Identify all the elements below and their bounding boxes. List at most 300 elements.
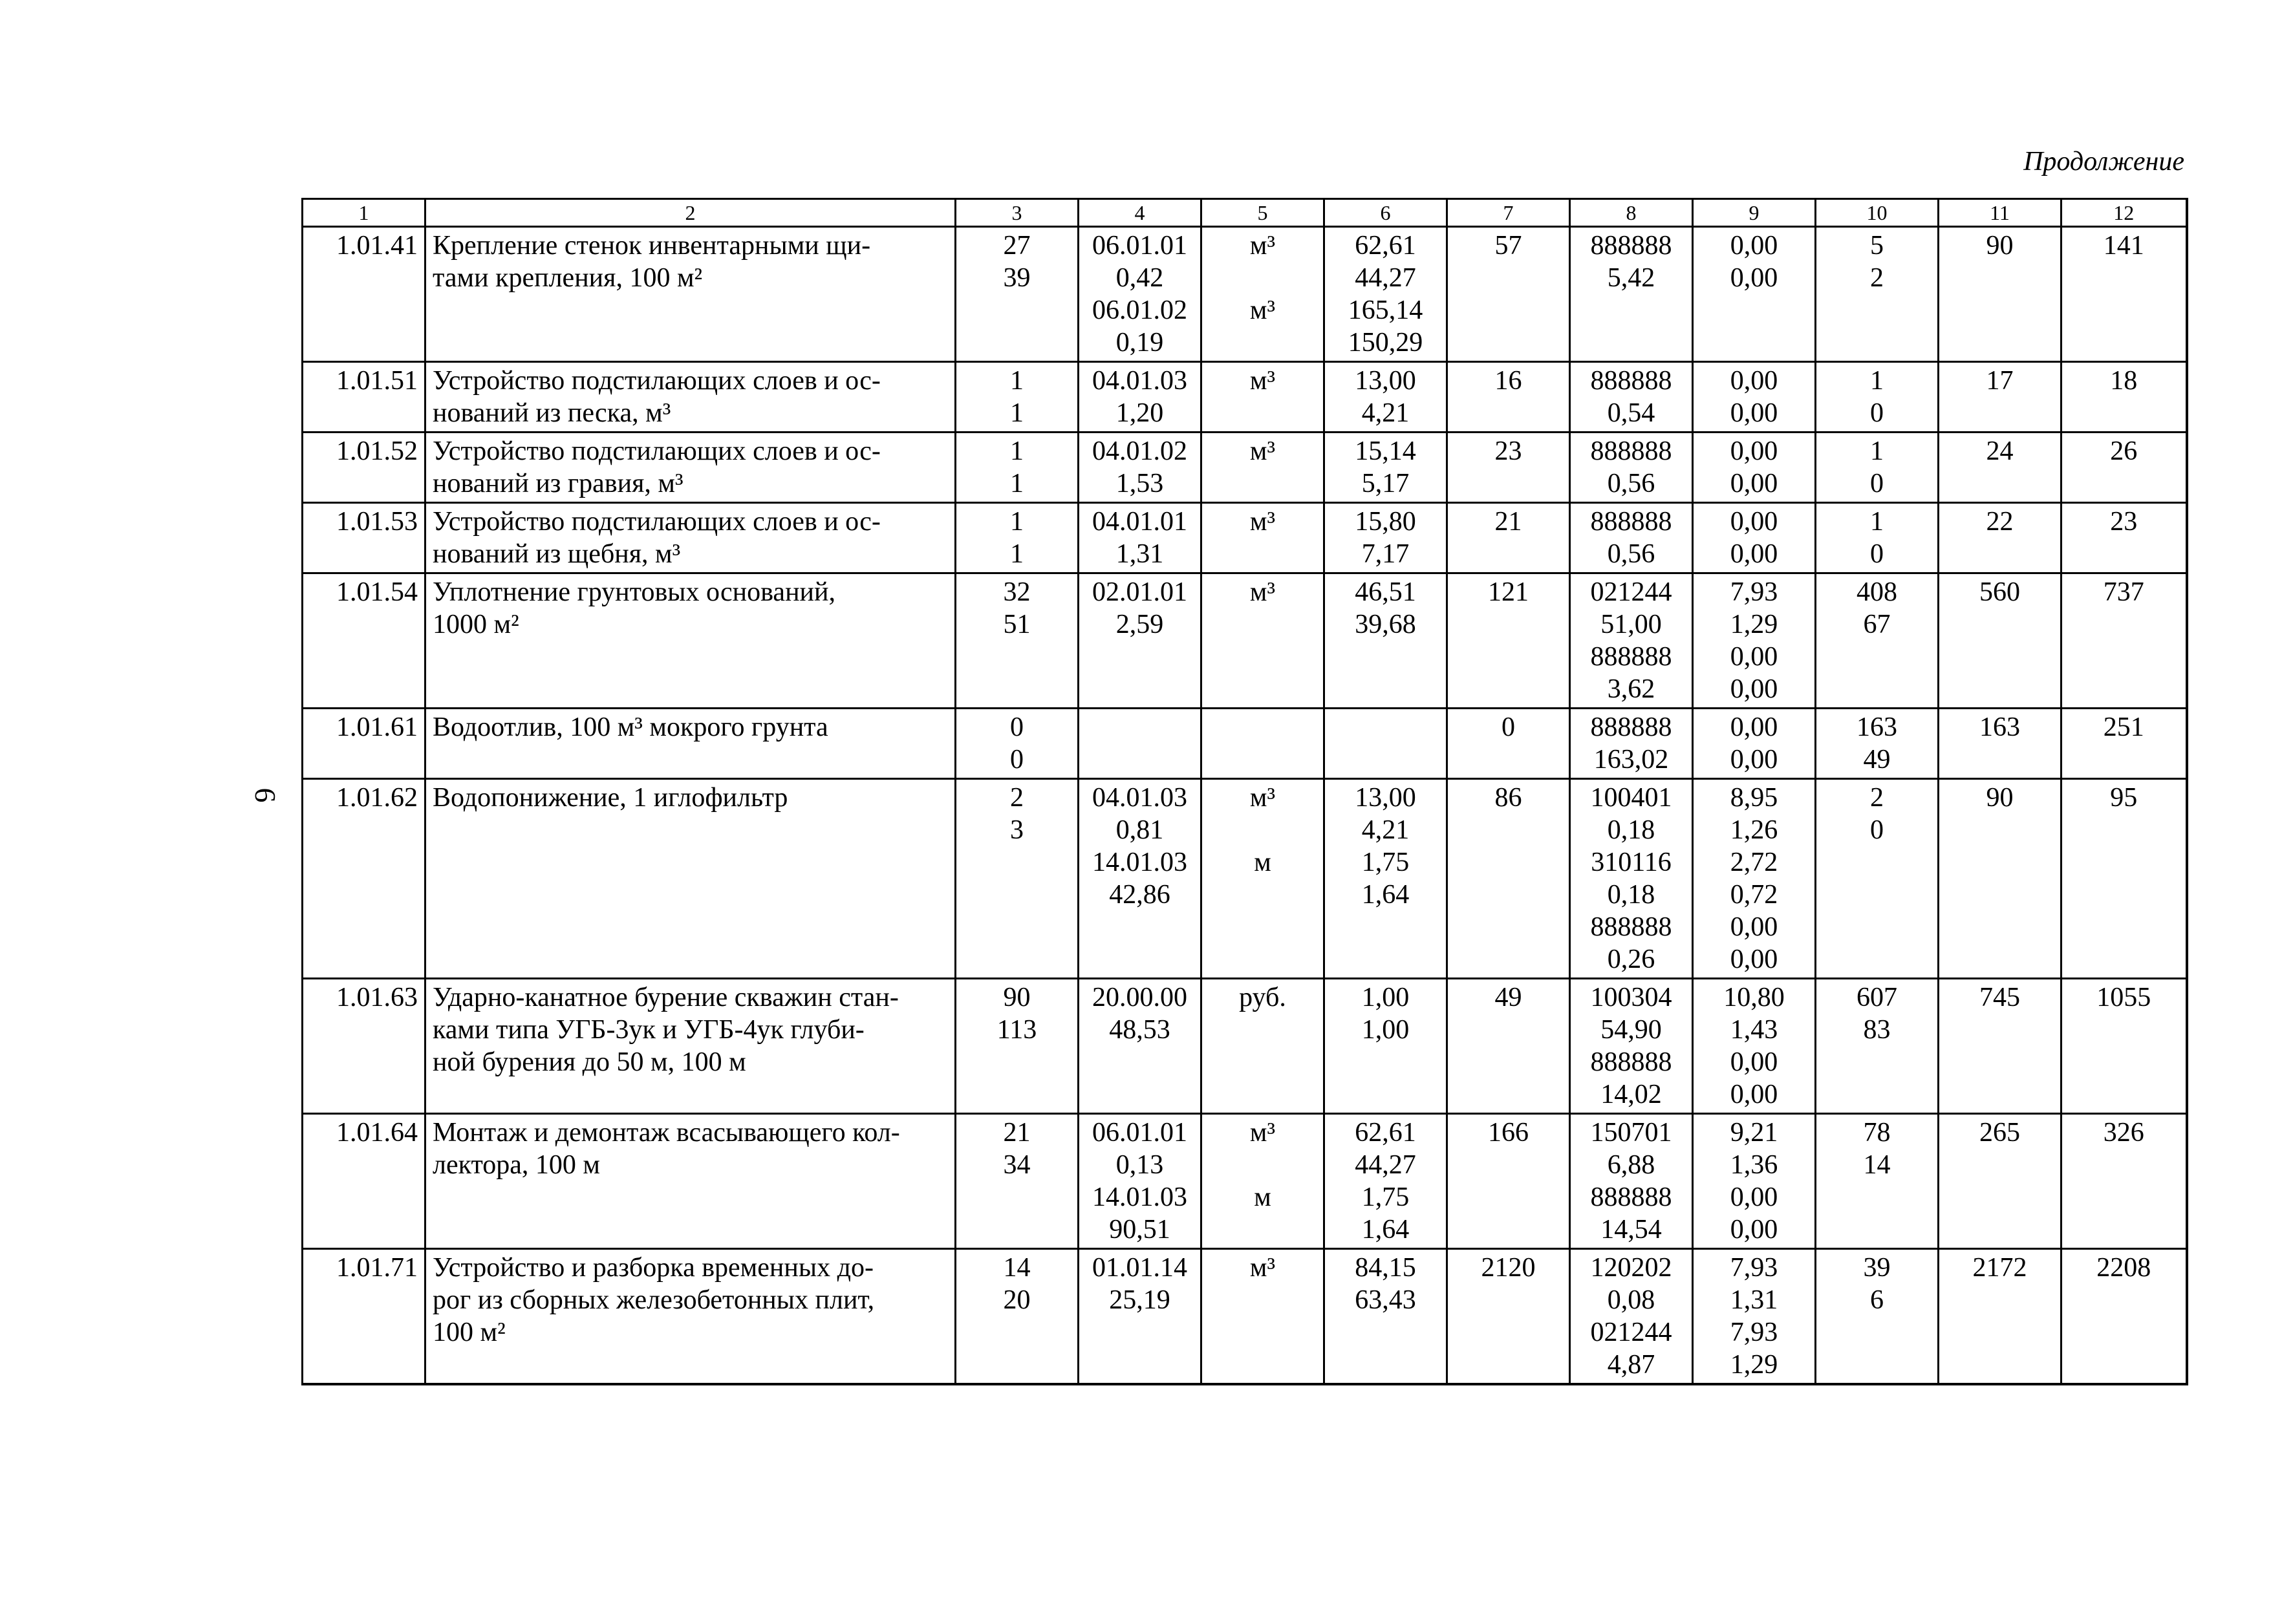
cell-col7: [1447, 709, 1570, 779]
cell-line: 0,00: [1730, 642, 1778, 672]
cell-col3: [956, 979, 1079, 1114]
cell-line: 49: [1494, 983, 1522, 1012]
cell-code: [303, 779, 425, 979]
col-header: 3: [956, 199, 1079, 227]
cell-col7: [1447, 1249, 1570, 1385]
cell-line: 04.01.03: [1092, 783, 1187, 813]
cell-col8: [1570, 362, 1693, 433]
cell-col7: [1447, 1114, 1570, 1249]
cell-line: 163: [1857, 712, 1897, 742]
cell-line: 6: [1870, 1285, 1884, 1315]
cell-col9: [1693, 709, 1816, 779]
col-header: 5: [1201, 199, 1324, 227]
cell-col9: [1693, 573, 1816, 709]
cell-line: 0,18: [1607, 815, 1655, 845]
cell-col9: [1693, 779, 1816, 979]
cell-line: 0,81: [1115, 815, 1164, 845]
cell-line: 0: [1870, 469, 1884, 498]
cell-line: м³: [1249, 295, 1276, 325]
continuation-caption: Продолжение: [2023, 147, 2184, 176]
cell-col9: [1693, 433, 1816, 503]
table-row: [303, 362, 2187, 433]
cell-line: 0,00: [1730, 945, 1778, 974]
cell-line: 310116: [1591, 848, 1672, 877]
cell-line: 14,02: [1600, 1080, 1662, 1109]
column-numbers-row: [303, 199, 2187, 227]
cell-col3: [956, 227, 1079, 362]
cell-line: 100401: [1590, 783, 1672, 813]
cell-line: 1.01.63: [336, 983, 418, 1012]
cell-line: 1,31: [1730, 1285, 1778, 1315]
cell-unit: [1201, 779, 1324, 979]
cell-line: 42,86: [1109, 880, 1170, 910]
cell-line: 0,00: [1730, 263, 1778, 293]
cell-line: 1,00: [1361, 983, 1410, 1012]
cell-col8: [1570, 1249, 1693, 1385]
cell-line: 44,27: [1355, 263, 1416, 293]
cell-line: 163: [1979, 712, 2020, 742]
cell-col11: [1939, 362, 2061, 433]
cell-col9: [1693, 979, 1816, 1114]
cell-line: 1000 м²: [433, 610, 519, 639]
cell-resource-code: [1079, 779, 1201, 979]
cell-line: 0,00: [1730, 539, 1778, 569]
cell-line: 0,00: [1730, 507, 1778, 537]
cell-col7: [1447, 227, 1570, 362]
cell-line: 3: [1010, 815, 1024, 845]
cell-line: 21: [1494, 507, 1522, 537]
cell-col10: [1816, 503, 1939, 573]
cell-line: 26: [2110, 436, 2138, 466]
cell-line: 95: [2110, 783, 2138, 813]
cell-col9: [1693, 503, 1816, 573]
cell-line: 23: [1494, 436, 1522, 466]
cell-line: 0,00: [1730, 231, 1778, 261]
cell-unit: [1201, 433, 1324, 503]
cell-line: [1209, 879, 1317, 911]
cell-line: 2,72: [1730, 848, 1778, 877]
cell-line: 04.01.02: [1092, 436, 1187, 466]
cell-unit: [1201, 1249, 1324, 1385]
cell-line: 165,14: [1348, 295, 1423, 325]
col-header: 4: [1079, 199, 1201, 227]
cell-code: [303, 433, 425, 503]
cell-line: 1.01.51: [336, 366, 418, 396]
table-row: [303, 779, 2187, 979]
cell-col6: [1324, 709, 1447, 779]
col-header: 2: [425, 199, 956, 227]
table-row: [303, 979, 2187, 1114]
cell-line: лектора, 100 м: [433, 1150, 600, 1180]
cell-line: 22: [1986, 507, 2014, 537]
cell-line: 0: [1870, 398, 1884, 428]
cell-line: 737: [2103, 577, 2144, 607]
cell-col11: [1939, 1249, 2061, 1385]
cell-line: 4,21: [1361, 815, 1410, 845]
table-row: [303, 1114, 2187, 1249]
cell-line: нований из гравия, м³: [433, 469, 684, 498]
cell-line: 15,80: [1355, 507, 1416, 537]
cell-line: Устройство подстилающих слоев и ос-: [433, 366, 881, 396]
cell-line: 44,27: [1355, 1150, 1416, 1180]
cell-col6: [1324, 979, 1447, 1114]
cell-col7: [1447, 503, 1570, 573]
cell-line: 1,75: [1361, 1182, 1410, 1212]
cell-code: [303, 573, 425, 709]
cell-line: 63,43: [1355, 1285, 1416, 1315]
cell-line: 1.01.62: [336, 783, 418, 813]
cell-line: 54,90: [1600, 1015, 1662, 1045]
table-row: [303, 503, 2187, 573]
cell-line: 1,75: [1361, 848, 1410, 877]
cell-line: 6,88: [1607, 1150, 1655, 1180]
cell-line: 607: [1857, 983, 1897, 1012]
cell-col6: [1324, 779, 1447, 979]
cell-line: 32: [1003, 577, 1031, 607]
cell-col3: [956, 433, 1079, 503]
cell-line: м³: [1249, 366, 1276, 396]
cell-line: 90: [1986, 783, 2014, 813]
col-header: 11: [1939, 199, 2061, 227]
cell-col10: [1816, 1249, 1939, 1385]
cell-resource-code: [1079, 1249, 1201, 1385]
cell-line: 48,53: [1109, 1015, 1170, 1045]
cell-col6: [1324, 227, 1447, 362]
cell-line: 0,56: [1607, 469, 1655, 498]
cell-line: 90: [1986, 231, 2014, 261]
cell-line: 5,42: [1607, 263, 1655, 293]
cell-line: 83: [1863, 1015, 1891, 1045]
cell-line: 14,54: [1600, 1215, 1662, 1245]
col-header: 1: [303, 199, 425, 227]
cell-line: 62,61: [1355, 1118, 1416, 1148]
cell-line: Водопонижение, 1 иглофильтр: [433, 783, 788, 813]
cell-line: 1.01.41: [336, 231, 418, 261]
cell-line: 51,00: [1600, 610, 1662, 639]
cell-line: 0: [1010, 745, 1024, 775]
cell-unit: [1201, 709, 1324, 779]
cell-line: 2,59: [1115, 610, 1164, 639]
cell-col9: [1693, 1249, 1816, 1385]
cell-line: 23: [2110, 507, 2138, 537]
cell-line: нований из щебня, м³: [433, 539, 681, 569]
cell-line: 1,53: [1115, 469, 1164, 498]
cell-line: 560: [1979, 577, 2020, 607]
cell-col12: [2061, 709, 2187, 779]
cell-col10: [1816, 362, 1939, 433]
cell-line: 14.01.03: [1092, 848, 1187, 877]
cell-line: 1055: [2096, 983, 2151, 1012]
cell-code: [303, 362, 425, 433]
cell-line: нований из песка, м³: [433, 398, 671, 428]
cell-line: 20: [1003, 1285, 1031, 1315]
cell-line: м³: [1249, 436, 1276, 466]
cell-code: [303, 227, 425, 362]
cell-line: 1: [1870, 436, 1884, 466]
table-row: [303, 227, 2187, 362]
cell-line: 13,00: [1355, 366, 1416, 396]
cell-line: 1.01.64: [336, 1118, 418, 1148]
cell-line: 888888: [1590, 366, 1672, 396]
cell-unit: [1201, 362, 1324, 433]
cell-col7: [1447, 779, 1570, 979]
cell-col9: [1693, 227, 1816, 362]
cell-col11: [1939, 433, 2061, 503]
cell-line: 0,00: [1730, 366, 1778, 396]
cell-line: 34: [1003, 1150, 1031, 1180]
cell-line: 46,51: [1355, 577, 1416, 607]
cell-line: 0,00: [1730, 745, 1778, 775]
cell-line: 0,00: [1730, 1047, 1778, 1077]
cell-col8: [1570, 979, 1693, 1114]
cell-col3: [956, 573, 1079, 709]
cell-line: 1: [1010, 366, 1024, 396]
col-header: 12: [2061, 199, 2187, 227]
cell-line: 20.00.00: [1092, 983, 1187, 1012]
cell-line: 0,00: [1730, 674, 1778, 704]
cell-line: м³: [1249, 1253, 1276, 1283]
cell-col3: [956, 709, 1079, 779]
cell-resource-code: [1079, 979, 1201, 1114]
cell-line: 14.01.03: [1092, 1182, 1187, 1212]
cell-line: 39,68: [1355, 610, 1416, 639]
table-row: [303, 1249, 2187, 1385]
cell-line: 51: [1003, 610, 1031, 639]
cell-line: 1.01.52: [336, 436, 418, 466]
cell-line: 39: [1863, 1253, 1891, 1283]
cell-line: 0: [1010, 712, 1024, 742]
cell-line: 888888: [1590, 507, 1672, 537]
cell-unit: [1201, 979, 1324, 1114]
cell-line: 1: [1010, 507, 1024, 537]
cell-line: 90: [1003, 983, 1031, 1012]
cell-line: Устройство и разборка временных до-: [433, 1253, 874, 1283]
cell-line: Уплотнение грунтовых оснований,: [433, 577, 836, 607]
cell-col6: [1324, 573, 1447, 709]
cell-description: [425, 1114, 956, 1249]
table-row: [303, 433, 2187, 503]
cell-description: [425, 503, 956, 573]
cell-col6: [1324, 362, 1447, 433]
cell-line: 90,51: [1109, 1215, 1170, 1245]
cell-col8: [1570, 709, 1693, 779]
cell-col6: [1324, 503, 1447, 573]
cell-line: 04.01.03: [1092, 366, 1187, 396]
cell-description: [425, 362, 956, 433]
cell-line: м³: [1249, 783, 1276, 813]
cell-col12: [2061, 503, 2187, 573]
cell-col8: [1570, 227, 1693, 362]
cell-line: 10,80: [1723, 983, 1785, 1012]
cell-line: 06.01.01: [1092, 1118, 1187, 1148]
cell-col7: [1447, 362, 1570, 433]
rates-table: [301, 198, 2188, 1385]
cell-col9: [1693, 362, 1816, 433]
cell-line: Устройство подстилающих слоев и ос-: [433, 507, 881, 537]
cell-line: 1.01.61: [336, 712, 418, 742]
cell-line: 25,19: [1109, 1285, 1170, 1315]
cell-line: 16: [1494, 366, 1522, 396]
cell-line: Ударно-канатное бурение скважин стан-: [433, 983, 899, 1012]
col-header: 7: [1447, 199, 1570, 227]
cell-line: 1,64: [1361, 1215, 1410, 1245]
cell-line: ками типа УГБ-3ук и УГБ-4ук глуби-: [433, 1015, 865, 1045]
cell-col12: [2061, 779, 2187, 979]
cell-col11: [1939, 503, 2061, 573]
cell-resource-code: [1079, 362, 1201, 433]
cell-line: 86: [1494, 783, 1522, 813]
cell-line: 7,93: [1730, 1253, 1778, 1283]
cell-line: 39: [1003, 263, 1031, 293]
cell-line: 17: [1986, 366, 2014, 396]
cell-line: 150701: [1590, 1118, 1672, 1148]
cell-line: м³: [1249, 577, 1276, 607]
page-number: 6: [249, 787, 282, 803]
cell-col7: [1447, 433, 1570, 503]
cell-line: 0: [1870, 815, 1884, 845]
cell-line: 2: [1870, 783, 1884, 813]
cell-line: 1,26: [1730, 815, 1778, 845]
cell-line: 0,13: [1115, 1150, 1164, 1180]
cell-line: 265: [1979, 1118, 2020, 1148]
cell-unit: [1201, 227, 1324, 362]
col-header: 6: [1324, 199, 1447, 227]
cell-line: 888888: [1590, 712, 1672, 742]
cell-line: 021244: [1590, 1318, 1672, 1347]
cell-line: 2208: [2096, 1253, 2151, 1283]
cell-line: 163,02: [1593, 745, 1669, 775]
cell-line: 0,19: [1115, 328, 1164, 358]
cell-line: 1,29: [1730, 610, 1778, 639]
cell-col8: [1570, 1114, 1693, 1249]
cell-line: 14: [1003, 1253, 1031, 1283]
cell-description: [425, 1249, 956, 1385]
cell-line: м³: [1249, 1118, 1276, 1148]
cell-code: [303, 979, 425, 1114]
cell-col3: [956, 503, 1079, 573]
cell-line: 0,00: [1730, 712, 1778, 742]
cell-line: 49: [1863, 745, 1891, 775]
cell-line: 1: [1010, 539, 1024, 569]
cell-line: 1,31: [1115, 539, 1164, 569]
cell-line: Крепление стенок инвентарными щи-: [433, 231, 871, 261]
cell-col10: [1816, 433, 1939, 503]
cell-col11: [1939, 1114, 2061, 1249]
cell-col10: [1816, 227, 1939, 362]
cell-line: 18: [2110, 366, 2138, 396]
cell-line: 1: [1010, 469, 1024, 498]
cell-line: [1209, 262, 1317, 294]
cell-col8: [1570, 433, 1693, 503]
cell-line: 57: [1494, 231, 1522, 261]
cell-line: 13,00: [1355, 783, 1416, 813]
cell-line: Водоотлив, 100 м³ мокрого грунта: [433, 712, 828, 742]
cell-line: Устройство подстилающих слоев и ос-: [433, 436, 881, 466]
cell-line: 7,93: [1730, 577, 1778, 607]
table-row: [303, 709, 2187, 779]
cell-description: [425, 433, 956, 503]
cell-resource-code: [1079, 573, 1201, 709]
cell-line: 0,00: [1730, 1182, 1778, 1212]
cell-line: 1: [1010, 398, 1024, 428]
cell-line: 3,62: [1607, 674, 1655, 704]
cell-line: 0,00: [1730, 469, 1778, 498]
cell-col12: [2061, 362, 2187, 433]
cell-col6: [1324, 1249, 1447, 1385]
cell-line: 1,43: [1730, 1015, 1778, 1045]
cell-resource-code: [1079, 1114, 1201, 1249]
cell-line: 1,00: [1361, 1015, 1410, 1045]
cell-line: 1.01.53: [336, 507, 418, 537]
cell-col3: [956, 1249, 1079, 1385]
cell-code: [303, 503, 425, 573]
cell-line: 120202: [1590, 1253, 1672, 1283]
cell-col7: [1447, 573, 1570, 709]
cell-line: ной бурения до 50 м, 100 м: [433, 1047, 746, 1077]
cell-col11: [1939, 979, 2061, 1114]
cell-line: 2172: [1972, 1253, 2027, 1283]
cell-line: 888888: [1590, 231, 1672, 261]
cell-line: [1209, 1213, 1317, 1246]
cell-line: рог из сборных железобетонных плит,: [433, 1285, 875, 1315]
cell-line: 1,29: [1730, 1350, 1778, 1380]
cell-line: 0,00: [1730, 398, 1778, 428]
cell-line: 0,00: [1730, 912, 1778, 942]
cell-line: 0,00: [1730, 1215, 1778, 1245]
cell-col10: [1816, 709, 1939, 779]
cell-description: [425, 979, 956, 1114]
cell-col10: [1816, 573, 1939, 709]
cell-line: 888888: [1590, 436, 1672, 466]
cell-line: 100 м²: [433, 1318, 506, 1347]
cell-line: м³: [1249, 507, 1276, 537]
cell-line: 1.01.54: [336, 577, 418, 607]
cell-col10: [1816, 779, 1939, 979]
cell-code: [303, 1249, 425, 1385]
cell-description: [425, 573, 956, 709]
cell-line: 150,29: [1348, 328, 1423, 358]
cell-line: 27: [1003, 231, 1031, 261]
cell-line: 5: [1870, 231, 1884, 261]
cell-line: 2: [1010, 783, 1024, 813]
cell-line: 141: [2103, 231, 2144, 261]
cell-line: 1: [1010, 436, 1024, 466]
cell-line: 1,36: [1730, 1150, 1778, 1180]
cell-line: 06.01.02: [1092, 295, 1187, 325]
cell-line: 9,21: [1730, 1118, 1778, 1148]
cell-col8: [1570, 573, 1693, 709]
cell-line: м³: [1249, 231, 1276, 261]
col-header: 9: [1693, 199, 1816, 227]
cell-line: 06.01.01: [1092, 231, 1187, 261]
cell-col11: [1939, 573, 2061, 709]
cell-line: 78: [1863, 1118, 1891, 1148]
cell-line: 1: [1870, 366, 1884, 396]
cell-line: 62,61: [1355, 231, 1416, 261]
cell-line: 1: [1870, 507, 1884, 537]
cell-line: 04.01.01: [1092, 507, 1187, 537]
cell-col3: [956, 1114, 1079, 1249]
cell-line: 4,87: [1607, 1350, 1655, 1380]
cell-col11: [1939, 779, 2061, 979]
cell-col3: [956, 779, 1079, 979]
cell-col6: [1324, 433, 1447, 503]
cell-line: 745: [1979, 983, 2020, 1012]
cell-col8: [1570, 779, 1693, 979]
cell-line: 02.01.01: [1092, 577, 1187, 607]
cell-line: [1209, 1149, 1317, 1181]
cell-line: 0: [1502, 712, 1515, 742]
